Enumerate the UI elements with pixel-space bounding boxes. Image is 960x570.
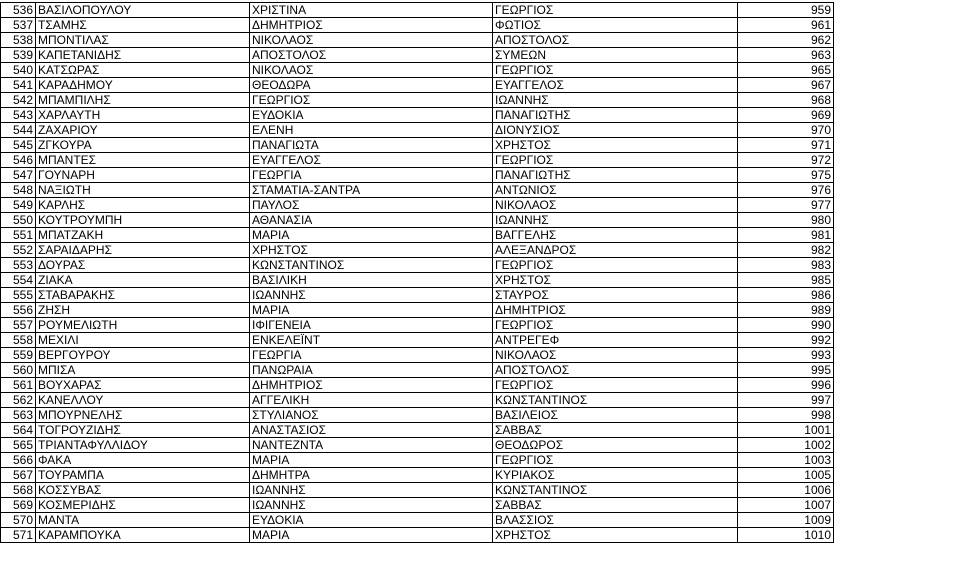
surname-cell: ΜΠΑΤΖΑΚΗ <box>36 228 250 243</box>
row-number: 555 <box>1 288 36 303</box>
first-name-cell: ΠΑΝΩΡΑΙΑ <box>250 363 493 378</box>
first-name-cell: ΝΑΝΤΕΖΝΤΑ <box>250 438 493 453</box>
father-name-cell: ΦΩΤΙΟΣ <box>493 18 738 33</box>
row-number: 564 <box>1 423 36 438</box>
father-name-cell: ΝΙΚΟΛΑΟΣ <box>493 348 738 363</box>
surname-cell: ΤΡΙΑΝΤΑΦΥΛΛΙΔΟΥ <box>36 438 250 453</box>
surname-cell: ΚΑΠΕΤΑΝΙΔΗΣ <box>36 48 250 63</box>
row-number: 539 <box>1 48 36 63</box>
row-number: 560 <box>1 363 36 378</box>
table-row <box>1 348 834 363</box>
value-cell: 1009 <box>738 513 834 528</box>
row-number: 568 <box>1 483 36 498</box>
row-number: 536 <box>1 3 36 18</box>
surname-cell: ΧΑΡΛΑΥΤΗ <box>36 108 250 123</box>
table-row <box>1 273 834 288</box>
surname-cell: ΚΟΣΣΥΒΑΣ <box>36 483 250 498</box>
surname-cell: ΜΠΟΝΤΙΛΑΣ <box>36 33 250 48</box>
table-row <box>1 153 834 168</box>
surname-cell: ΖΑΧΑΡΙΟΥ <box>36 123 250 138</box>
table-row <box>1 108 834 123</box>
table-row <box>1 393 834 408</box>
first-name-cell: ΔΗΜΗΤΡΙΟΣ <box>250 18 493 33</box>
father-name-cell: ΓΕΩΡΓΙΟΣ <box>493 153 738 168</box>
table-row <box>1 423 834 438</box>
table-row <box>1 498 834 513</box>
value-cell: 982 <box>738 243 834 258</box>
first-name-cell: ΧΡΗΣΤΟΣ <box>250 243 493 258</box>
first-name-cell: ΑΓΓΕΛΙΚΗ <box>250 393 493 408</box>
first-name-cell: ΙΦΙΓΕΝΕΙΑ <box>250 318 493 333</box>
row-number: 552 <box>1 243 36 258</box>
first-name-cell: ΣΤΑΜΑΤΙΑ-ΣΑΝΤΡΑ <box>250 183 493 198</box>
surname-cell: ΚΑΡΑΔΗΜΟΥ <box>36 78 250 93</box>
row-number: 567 <box>1 468 36 483</box>
table-row <box>1 303 834 318</box>
father-name-cell: ΓΕΩΡΓΙΟΣ <box>493 453 738 468</box>
table-row <box>1 93 834 108</box>
surname-cell: ΣΤΑΒΑΡΑΚΗΣ <box>36 288 250 303</box>
surname-cell: ΝΑΞΙΩΤΗ <box>36 183 250 198</box>
value-cell: 976 <box>738 183 834 198</box>
row-number: 546 <box>1 153 36 168</box>
records-table-body <box>1 3 834 543</box>
table-row <box>1 288 834 303</box>
father-name-cell: ΣΥΜΕΩΝ <box>493 48 738 63</box>
father-name-cell: ΙΩΑΝΝΗΣ <box>493 213 738 228</box>
first-name-cell: ΙΩΑΝΝΗΣ <box>250 483 493 498</box>
table-row <box>1 318 834 333</box>
value-cell: 992 <box>738 333 834 348</box>
row-number: 548 <box>1 183 36 198</box>
row-number: 537 <box>1 18 36 33</box>
row-number: 571 <box>1 528 36 543</box>
row-number: 558 <box>1 333 36 348</box>
value-cell: 1007 <box>738 498 834 513</box>
value-cell: 1002 <box>738 438 834 453</box>
value-cell: 980 <box>738 213 834 228</box>
row-number: 542 <box>1 93 36 108</box>
father-name-cell: ΑΝΤΡΕΓΕΦ <box>493 333 738 348</box>
first-name-cell: ΕΛΕΝΗ <box>250 123 493 138</box>
row-number: 561 <box>1 378 36 393</box>
surname-cell: ΚΑΡΑΜΠΟΥΚΑ <box>36 528 250 543</box>
surname-cell: ΜΠΑΜΠΙΛΗΣ <box>36 93 250 108</box>
table-row <box>1 378 834 393</box>
surname-cell: ΖΙΑΚΑ <box>36 273 250 288</box>
surname-cell: ΜΕΧΙΛΙ <box>36 333 250 348</box>
surname-cell: ΓΟΥΝΑΡΗ <box>36 168 250 183</box>
value-cell: 968 <box>738 93 834 108</box>
surname-cell: ΚΟΣΜΕΡΙΔΗΣ <box>36 498 250 513</box>
father-name-cell: ΑΠΟΣΤΟΛΟΣ <box>493 33 738 48</box>
surname-cell: ΚΑΡΛΗΣ <box>36 198 250 213</box>
first-name-cell: ΘΕΟΔΩΡΑ <box>250 78 493 93</box>
father-name-cell: ΘΕΟΔΩΡΟΣ <box>493 438 738 453</box>
surname-cell: ΤΟΥΡΑΜΠΑ <box>36 468 250 483</box>
row-number: 538 <box>1 33 36 48</box>
value-cell: 993 <box>738 348 834 363</box>
row-number: 540 <box>1 63 36 78</box>
value-cell: 969 <box>738 108 834 123</box>
value-cell: 970 <box>738 123 834 138</box>
father-name-cell: ΓΕΩΡΓΙΟΣ <box>493 378 738 393</box>
father-name-cell: ΙΩΑΝΝΗΣ <box>493 93 738 108</box>
table-row <box>1 168 834 183</box>
records-table <box>0 2 834 543</box>
value-cell: 989 <box>738 303 834 318</box>
table-row <box>1 138 834 153</box>
father-name-cell: ΚΩΝΣΤΑΝΤΙΝΟΣ <box>493 393 738 408</box>
value-cell: 1003 <box>738 453 834 468</box>
first-name-cell: ΠΑΝΑΓΙΩΤΑ <box>250 138 493 153</box>
father-name-cell: ΧΡΗΣΤΟΣ <box>493 528 738 543</box>
father-name-cell: ΣΤΑΥΡΟΣ <box>493 288 738 303</box>
value-cell: 959 <box>738 3 834 18</box>
father-name-cell: ΒΛΑΣΣΙΟΣ <box>493 513 738 528</box>
value-cell: 965 <box>738 63 834 78</box>
table-row <box>1 78 834 93</box>
table-row <box>1 333 834 348</box>
value-cell: 972 <box>738 153 834 168</box>
row-number: 551 <box>1 228 36 243</box>
first-name-cell: ΜΑΡΙΑ <box>250 528 493 543</box>
first-name-cell: ΜΑΡΙΑ <box>250 228 493 243</box>
value-cell: 1001 <box>738 423 834 438</box>
surname-cell: ΜΑΝΤΑ <box>36 513 250 528</box>
first-name-cell: ΧΡΙΣΤΙΝΑ <box>250 3 493 18</box>
father-name-cell: ΣΑΒΒΑΣ <box>493 423 738 438</box>
first-name-cell: ΕΥΔΟΚΙΑ <box>250 108 493 123</box>
row-number: 566 <box>1 453 36 468</box>
surname-cell: ΤΣΑΜΗΣ <box>36 18 250 33</box>
table-row <box>1 183 834 198</box>
father-name-cell: ΓΕΩΡΓΙΟΣ <box>493 258 738 273</box>
first-name-cell: ΓΕΩΡΓΙΑ <box>250 168 493 183</box>
table-row <box>1 513 834 528</box>
row-number: 543 <box>1 108 36 123</box>
value-cell: 975 <box>738 168 834 183</box>
row-number: 556 <box>1 303 36 318</box>
father-name-cell: ΑΛΕΞΑΝΔΡΟΣ <box>493 243 738 258</box>
table-row <box>1 468 834 483</box>
row-number: 550 <box>1 213 36 228</box>
value-cell: 961 <box>738 18 834 33</box>
row-number: 565 <box>1 438 36 453</box>
value-cell: 963 <box>738 48 834 63</box>
first-name-cell: ΜΑΡΙΑ <box>250 303 493 318</box>
row-number: 557 <box>1 318 36 333</box>
surname-cell: ΜΠΟΥΡΝΕΛΗΣ <box>36 408 250 423</box>
surname-cell: ΒΕΡΓΟΥΡΟΥ <box>36 348 250 363</box>
first-name-cell: ΔΗΜΗΤΡΑ <box>250 468 493 483</box>
value-cell: 996 <box>738 378 834 393</box>
value-cell: 997 <box>738 393 834 408</box>
father-name-cell: ΓΕΩΡΓΙΟΣ <box>493 3 738 18</box>
father-name-cell: ΧΡΗΣΤΟΣ <box>493 273 738 288</box>
value-cell: 985 <box>738 273 834 288</box>
row-number: 563 <box>1 408 36 423</box>
value-cell: 962 <box>738 33 834 48</box>
value-cell: 983 <box>738 258 834 273</box>
value-cell: 977 <box>738 198 834 213</box>
value-cell: 998 <box>738 408 834 423</box>
father-name-cell: ΒΑΓΓΕΛΗΣ <box>493 228 738 243</box>
first-name-cell: ΜΑΡΙΑ <box>250 453 493 468</box>
father-name-cell: ΑΝΤΩΝΙΟΣ <box>493 183 738 198</box>
father-name-cell: ΑΠΟΣΤΟΛΟΣ <box>493 363 738 378</box>
first-name-cell: ΔΗΜΗΤΡΙΟΣ <box>250 378 493 393</box>
surname-cell: ΚΑΤΣΩΡΑΣ <box>36 63 250 78</box>
first-name-cell: ΑΘΑΝΑΣΙΑ <box>250 213 493 228</box>
value-cell: 1005 <box>738 468 834 483</box>
table-row <box>1 483 834 498</box>
first-name-cell: ΕΝΚΕΛΕΪΝΤ <box>250 333 493 348</box>
father-name-cell: ΚΥΡΙΑΚΟΣ <box>493 468 738 483</box>
table-row <box>1 453 834 468</box>
row-number: 569 <box>1 498 36 513</box>
row-number: 544 <box>1 123 36 138</box>
table-row <box>1 63 834 78</box>
surname-cell: ΒΟΥΧΑΡΑΣ <box>36 378 250 393</box>
first-name-cell: ΑΝΑΣΤΑΣΙΟΣ <box>250 423 493 438</box>
table-row <box>1 408 834 423</box>
surname-cell: ΦΑΚΑ <box>36 453 250 468</box>
surname-cell: ΜΠΑΝΤΕΣ <box>36 153 250 168</box>
first-name-cell: ΒΑΣΙΛΙΚΗ <box>250 273 493 288</box>
row-number: 559 <box>1 348 36 363</box>
father-name-cell: ΔΙΟΝΥΣΙΟΣ <box>493 123 738 138</box>
table-row <box>1 18 834 33</box>
first-name-cell: ΕΥΔΟΚΙΑ <box>250 513 493 528</box>
table-row <box>1 213 834 228</box>
surname-cell: ΔΟΥΡΑΣ <box>36 258 250 273</box>
first-name-cell: ΑΠΟΣΤΟΛΟΣ <box>250 48 493 63</box>
father-name-cell: ΠΑΝΑΓΙΩΤΗΣ <box>493 108 738 123</box>
father-name-cell: ΔΗΜΗΤΡΙΟΣ <box>493 303 738 318</box>
first-name-cell: ΚΩΝΣΤΑΝΤΙΝΟΣ <box>250 258 493 273</box>
row-number: 547 <box>1 168 36 183</box>
first-name-cell: ΠΑΥΛΟΣ <box>250 198 493 213</box>
first-name-cell: ΓΕΩΡΓΙΟΣ <box>250 93 493 108</box>
surname-cell: ΜΠΙΣΑ <box>36 363 250 378</box>
father-name-cell: ΓΕΩΡΓΙΟΣ <box>493 318 738 333</box>
table-row <box>1 123 834 138</box>
father-name-cell: ΣΑΒΒΑΣ <box>493 498 738 513</box>
first-name-cell: ΝΙΚΟΛΑΟΣ <box>250 33 493 48</box>
table-row <box>1 198 834 213</box>
table-row <box>1 48 834 63</box>
father-name-cell: ΧΡΗΣΤΟΣ <box>493 138 738 153</box>
value-cell: 995 <box>738 363 834 378</box>
row-number: 562 <box>1 393 36 408</box>
value-cell: 967 <box>738 78 834 93</box>
first-name-cell: ΣΤΥΛΙΑΝΟΣ <box>250 408 493 423</box>
first-name-cell: ΕΥΑΓΓΕΛΟΣ <box>250 153 493 168</box>
table-row <box>1 363 834 378</box>
table-row <box>1 438 834 453</box>
row-number: 553 <box>1 258 36 273</box>
row-number: 541 <box>1 78 36 93</box>
value-cell: 990 <box>738 318 834 333</box>
first-name-cell: ΙΩΑΝΝΗΣ <box>250 288 493 303</box>
surname-cell: ΒΑΣΙΛΟΠΟΥΛΟΥ <box>36 3 250 18</box>
surname-cell: ΚΑΝΕΛΛΟΥ <box>36 393 250 408</box>
table-row <box>1 243 834 258</box>
father-name-cell: ΒΑΣΙΛΕΙΟΣ <box>493 408 738 423</box>
table-row <box>1 258 834 273</box>
value-cell: 971 <box>738 138 834 153</box>
table-row <box>1 528 834 543</box>
row-number: 570 <box>1 513 36 528</box>
surname-cell: ΣΑΡΑΙΔΑΡΗΣ <box>36 243 250 258</box>
row-number: 554 <box>1 273 36 288</box>
father-name-cell: ΚΩΝΣΤΑΝΤΙΝΟΣ <box>493 483 738 498</box>
table-row <box>1 3 834 18</box>
surname-cell: ΡΟΥΜΕΛΙΩΤΗ <box>36 318 250 333</box>
value-cell: 1006 <box>738 483 834 498</box>
row-number: 549 <box>1 198 36 213</box>
father-name-cell: ΕΥΑΓΓΕΛΟΣ <box>493 78 738 93</box>
father-name-cell: ΓΕΩΡΓΙΟΣ <box>493 63 738 78</box>
row-number: 545 <box>1 138 36 153</box>
first-name-cell: ΓΕΩΡΓΙΑ <box>250 348 493 363</box>
value-cell: 1010 <box>738 528 834 543</box>
father-name-cell: ΝΙΚΟΛΑΟΣ <box>493 198 738 213</box>
table-row <box>1 33 834 48</box>
table-row <box>1 228 834 243</box>
father-name-cell: ΠΑΝΑΓΙΩΤΗΣ <box>493 168 738 183</box>
first-name-cell: ΙΩΑΝΝΗΣ <box>250 498 493 513</box>
value-cell: 981 <box>738 228 834 243</box>
value-cell: 986 <box>738 288 834 303</box>
surname-cell: ΤΟΓΡΟΥΖΙΔΗΣ <box>36 423 250 438</box>
surname-cell: ΚΟΥΤΡΟΥΜΠΗ <box>36 213 250 228</box>
surname-cell: ΖΓΚΟΥΡΑ <box>36 138 250 153</box>
surname-cell: ΖΗΣΗ <box>36 303 250 318</box>
first-name-cell: ΝΙΚΟΛΑΟΣ <box>250 63 493 78</box>
